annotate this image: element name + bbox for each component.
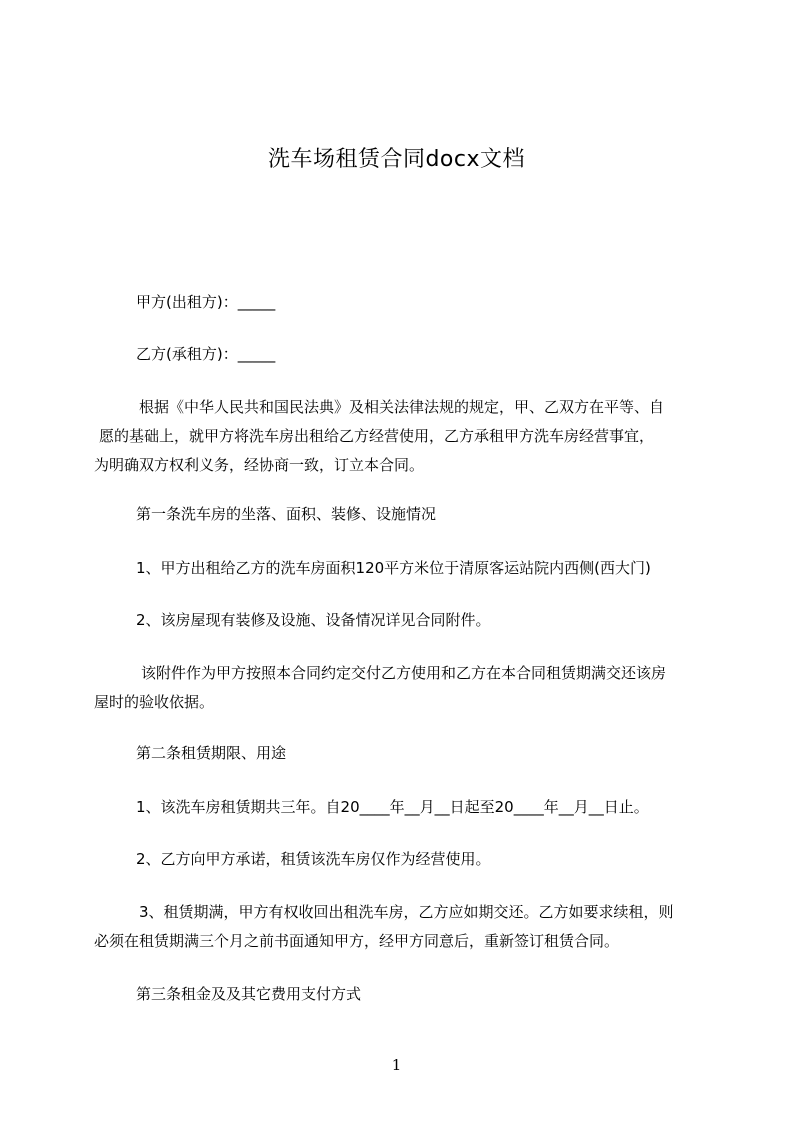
article-2-item-1: 1、该洗车房租赁期共三年。自20____年__月__日起至20____年__月__日止。 [136, 798, 649, 816]
article-1-note-line-2: 屋时的验收依据。 [94, 693, 215, 711]
party-b-line: 乙方(承租方)：_____ [136, 345, 276, 363]
article-1-item-2: 2、该房屋现有装修及设施、设备情况详见合同附件。 [136, 611, 491, 629]
article-1-note-line-1: 该附件作为甲方按照本合同约定交付乙方使用和乙方在本合同租赁期满交还该房 [141, 664, 667, 682]
document-title: 洗车场租赁合同docx文档 [267, 147, 526, 172]
preamble-paragraph [94, 393, 664, 480]
article-1-item-1: 1、甲方出租给乙方的洗车房面积120平方米位于清原客运站院内西侧(西大门) [136, 559, 651, 577]
article-2-item-3 [94, 898, 674, 956]
article-2-item-3-line-1: 3、租赁期满，甲方有权收回出租洗车房，乙方应如期交还。乙方如要求续租，则 [139, 903, 674, 921]
preamble-line-2: 愿的基础上，就甲方将洗车房出租给乙方经营使用，乙方承租甲方洗车房经营事宜， [99, 427, 655, 445]
preamble-line-3: 为明确双方权利义务，经协商一致，订立本合同。 [94, 456, 425, 474]
article-1-heading: 第一条洗车房的坐落、面积、装修、设施情况 [136, 505, 437, 523]
article-2-item-3-line-2: 必须在租赁期满三个月之前书面通知甲方，经甲方同意后，重新签订租赁合同。 [94, 932, 620, 950]
article-1-note [94, 659, 666, 717]
article-2-item-2: 2、乙方向甲方承诺，租赁该洗车房仅作为经营使用。 [136, 850, 491, 868]
article-2-heading: 第二条租赁期限、用途 [136, 744, 287, 762]
page-number: 1 [391, 1056, 402, 1074]
party-a-line: 甲方(出租方)：_____ [136, 293, 276, 311]
preamble-line-1: 根据《中华人民共和国民法典》及相关法律法规的规定，甲、乙双方在平等、自 [139, 398, 665, 416]
article-3-heading: 第三条租金及及其它费用支付方式 [136, 985, 362, 1003]
